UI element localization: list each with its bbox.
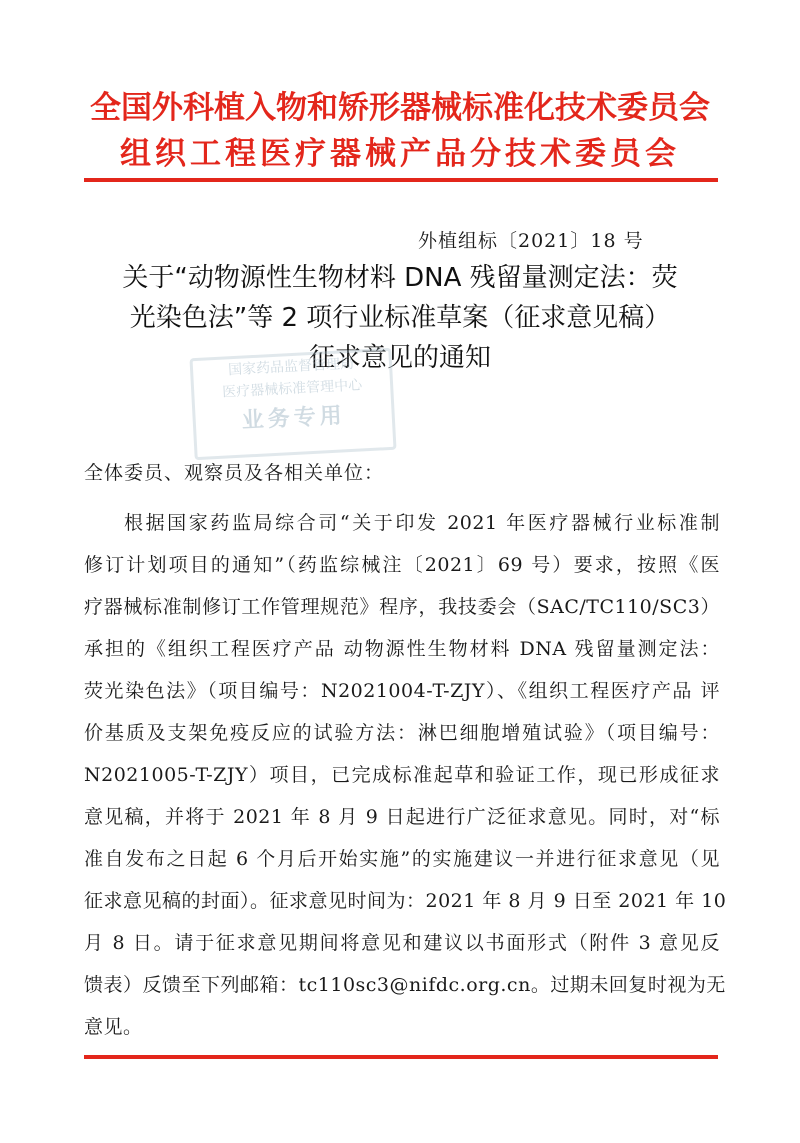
header-committee-name: 全国外科植入物和矫形器械标准化技术委员会 (90, 90, 710, 126)
stamp-line-2: 医疗器械标准管理中心 (221, 377, 363, 401)
body-line: 价基质及支架免疫反应的试验方法：淋巴细胞增殖试验》（项目编号： (84, 722, 720, 744)
title-line-1: 关于“动物源性生物材料 DNA 残留量测定法：荧 (122, 263, 678, 293)
header-subcommittee-name: 组织工程医疗器械产品分技术委员会 (120, 136, 680, 172)
stamp-line-1: 国家药品监督管理局 (227, 355, 355, 379)
document-number: 外植组标〔2021〕18 号 (418, 230, 644, 252)
title-line-3: 征求意见的通知 (308, 343, 491, 373)
body-line: 馈表）反馈至下列邮箱：tc110sc3@nifdc.org.cn。过期未回复时视为无 (84, 974, 726, 996)
footer-red-rule (84, 1055, 718, 1059)
document-title (60, 258, 740, 378)
faded-watermark-stamp (189, 348, 396, 460)
body-line: 修订计划项目的通知”（药监综械注〔2021〕69 号）要求，按照《医 (84, 554, 720, 576)
body-line: 征求意见稿的封面）。征求意见时间为：2021 年 8 月 9 日至 2021 年 10 (84, 890, 727, 912)
header-red-rule (84, 178, 718, 182)
title-line-2: 光染色法”等 2 项行业标准草案（征求意见稿） (129, 303, 671, 333)
body-line: 荧光染色法》（项目编号：N2021004-T-ZJY）、《组织工程医疗产品 评 (84, 680, 720, 702)
body-line: 准自发布之日起 6 个月后开始实施”的实施建议一并进行征求意见（见 (84, 848, 720, 870)
body-line: 意见。 (84, 1016, 143, 1038)
body-line: 月 8 日。请于征求意见期间将意见和建议以书面形式（附件 3 意见反 (84, 932, 720, 954)
body-line: 承担的《组织工程医疗产品 动物源性生物材料 DNA 残留量测定法： (84, 638, 720, 660)
salutation: 全体委员、观察员及各相关单位： (84, 462, 385, 484)
body-line: 意见稿，并将于 2021 年 8 月 9 日起进行广泛征求意见。同时，对“标 (84, 806, 720, 828)
body-line: 根据国家药监局综合司“关于印发 2021 年医疗器械行业标准制 (124, 512, 720, 534)
stamp-main-text: 业务专用 (241, 403, 347, 434)
body-line: 疗器械标准制修订工作管理规范》程序，我技委会（SAC/TC110/SC3） (84, 596, 720, 618)
body-line: N2021005-T-ZJY）项目，已完成标准起草和验证工作，现已形成征求 (84, 764, 720, 786)
